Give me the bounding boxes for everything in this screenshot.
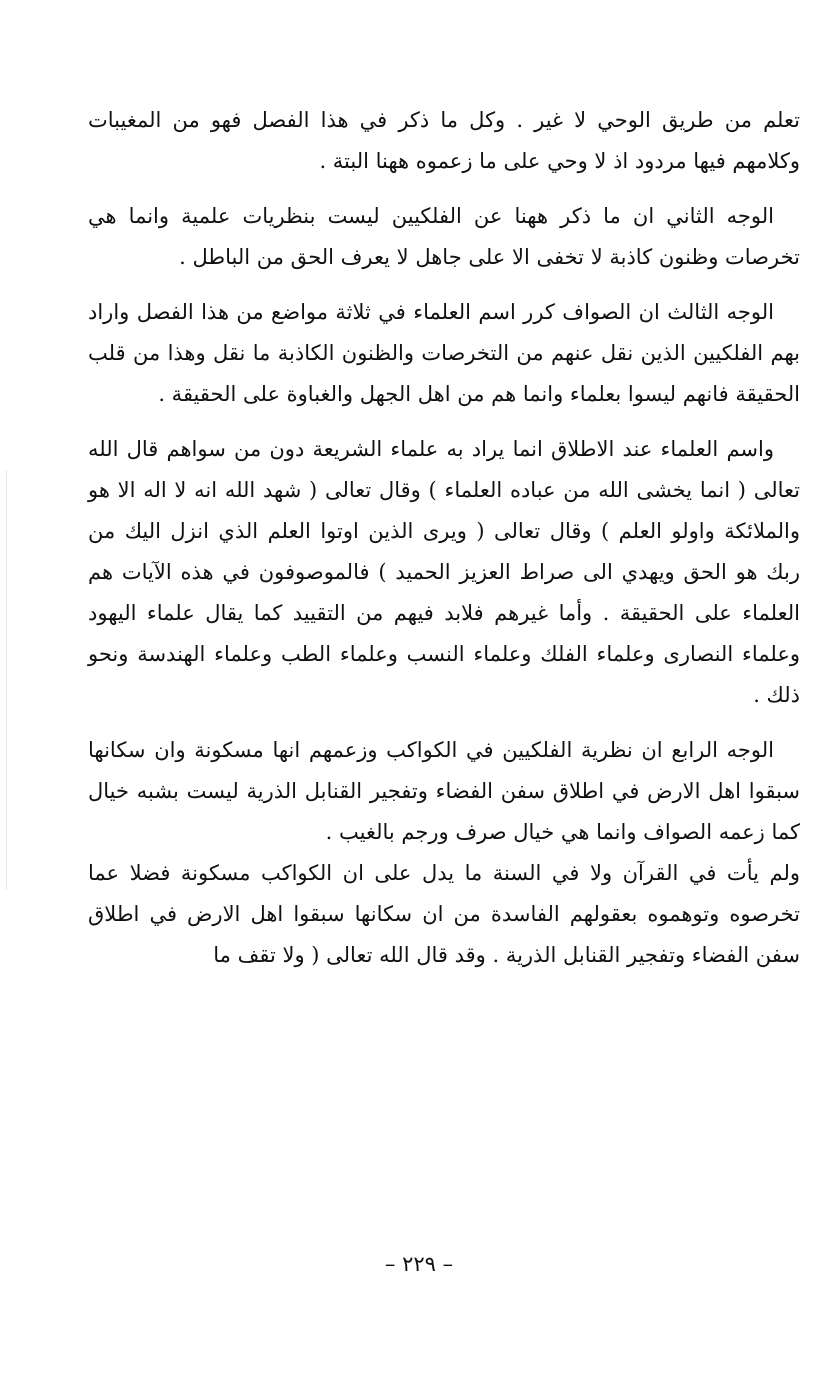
- paragraph-quran-sunnah: ولم يأت في القرآن ولا في السنة ما يدل على ان الكواكب مسكونة فضلا عما تخرصوه وتوهموه بعقولهم الفاسدة من ان سكانها سبقوا اهل الارض في اطلاق سفن الفضاء وتفجير القنابل الذرية . وقد قال الله تعالى ( ولا تقف ما: [88, 861, 800, 967]
- paragraph-continuation: تعلم من طريق الوحي لا غير . وكل ما ذكر في هذا الفصل فهو من المغيبات وكلامهم فيها مردود اذ لا وحي على ما زعموه ههنا البتة .: [88, 108, 800, 173]
- paragraph-scholars-definition: واسم العلماء عند الاطلاق انما يراد به علماء الشريعة دون من سواهم قال الله تعالى ( انما يخشى الله من عباده العلماء ) وقال تعالى ( شهد الله انه لا اله الا هو والملائكة واولو العلم ) وقال تعالى ( ويرى الذين اوتوا العلم الذي انزل اليك من ربك هو الحق ويهدي الى صراط العزيز الحميد ) فالموصوفون في هذه الآيات هم العلماء على الحقيقة . وأما غيرهم فلابد فيهم من التقييد كما يقال علماء اليهود وعلماء النصارى وعلماء الفلك وعلماء النسب وعلماء الطب وعلماء الهندسة ونحو ذلك .: [88, 437, 800, 707]
- document-page: [88, 100, 800, 976]
- paragraph-second-aspect: الوجه الثاني ان ما ذكر ههنا عن الفلكيين ليست بنظريات علمية وانما هي تخرصات وظنون كاذبة لا تخفى الا على جاهل لا يعرف الحق من الباطل .: [88, 204, 800, 269]
- paragraph-fourth-aspect: الوجه الرابع ان نظرية الفلكيين في الكواكب وزعمهم انها مسكونة وان سكانها سبقوا اهل الارض في اطلاق سفن الفضاء وتفجير القنابل الذرية ليست بشبه خيال كما زعمه الصواف وانما هي خيال صرف ورجم بالغيب .: [88, 738, 800, 844]
- paragraph-third-aspect: الوجه الثالث ان الصواف كرر اسم العلماء في ثلاثة مواضع من هذا الفصل واراد بهم الفلكيين الذين نقل عنهم من التخرصات والظنون الكاذبة ما نقل وهذا من قلب الحقيقة فانهم ليسوا بعلماء وانما هم من اهل الجهل والغباوة على الحقيقة .: [88, 300, 800, 406]
- page-edge-shadow: [6, 470, 7, 890]
- page-number: – ٢٢٩ –: [384, 1252, 454, 1276]
